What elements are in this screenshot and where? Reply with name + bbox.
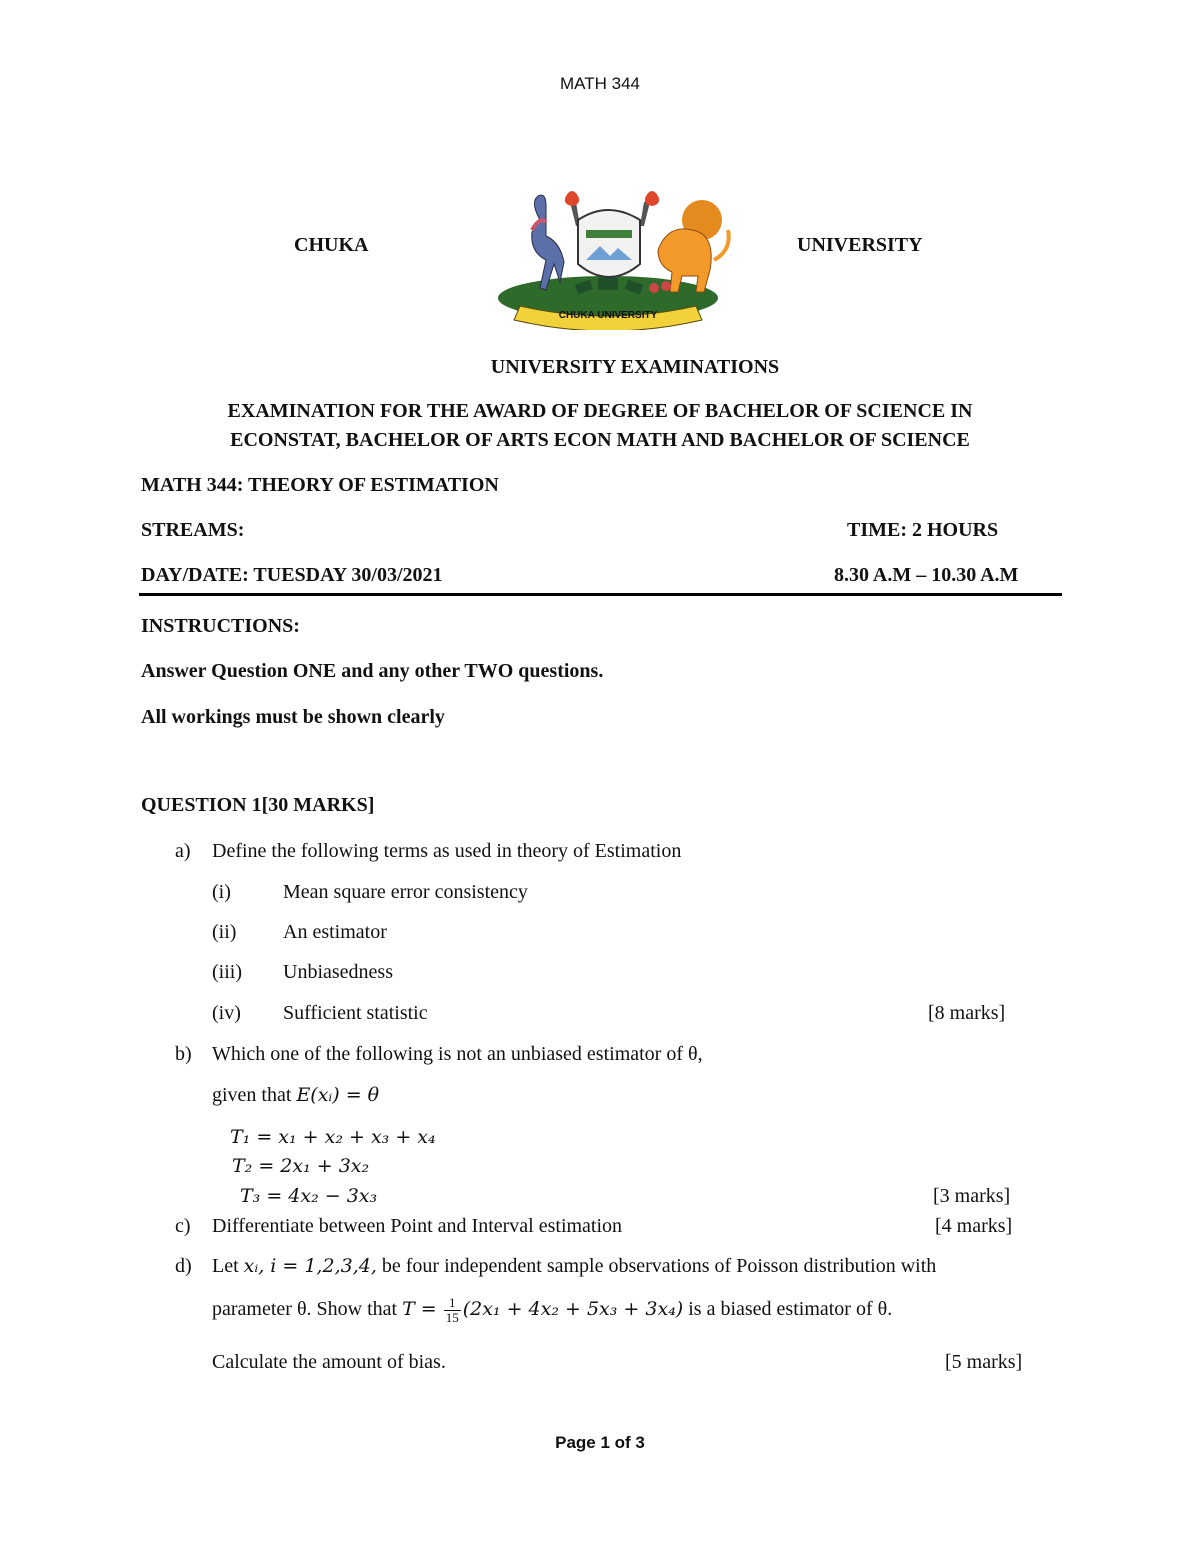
part-d-label: d) <box>175 1255 192 1277</box>
part-c-marks: [4 marks] <box>935 1215 1013 1237</box>
part-b-given <box>212 1084 379 1107</box>
header-divider <box>139 593 1062 596</box>
instruction-line-2: All workings must be shown clearly <box>141 706 445 728</box>
streams-label: STREAMS: <box>141 519 245 541</box>
part-a-item-text: An estimator <box>283 921 387 943</box>
estimator-t2: T₂ = 2x₁ + 3x₂ <box>232 1155 370 1177</box>
part-b-text: Which one of the following is not an unbiased estimator of θ, <box>212 1043 703 1065</box>
part-a-item-num: (iv) <box>212 1002 241 1024</box>
part-d-marks: [5 marks] <box>945 1351 1023 1373</box>
instructions-heading: INSTRUCTIONS: <box>141 615 300 637</box>
part-a-item-text: Mean square error consistency <box>283 881 528 903</box>
award-line-2: ECONSTAT, BACHELOR OF ARTS ECON MATH AND BACHELOR OF SCIENCE <box>230 429 970 451</box>
part-b-label: b) <box>175 1043 192 1065</box>
instruction-line-1: Answer Question ONE and any other TWO questions. <box>141 660 604 682</box>
part-a-text: Define the following terms as used in theory of Estimation <box>212 840 682 862</box>
part-a-item-text: Sufficient statistic <box>283 1002 428 1024</box>
part-c-text: Differentiate between Point and Interval estimation <box>212 1215 623 1237</box>
part-b-marks: [3 marks] <box>933 1185 1011 1207</box>
exam-heading: UNIVERSITY EXAMINATIONS <box>490 356 780 378</box>
estimator-t1: T₁ = x₁ + x₂ + x₃ + x₄ <box>230 1126 436 1148</box>
fraction-one-fifteenth: $\frac{1}{15}$ <box>445 1295 459 1325</box>
part-a-item-num: (iii) <box>212 961 242 983</box>
exam-hours: 8.30 A.M – 10.30 A.M <box>834 564 1019 586</box>
part-a-label: a) <box>175 840 191 862</box>
part-c-label: c) <box>175 1215 191 1237</box>
estimator-t3: T₃ = 4x₂ − 3x₃ <box>240 1185 378 1207</box>
part-d-line-2: parameter θ. Show that T = $\frac{1}{15}$ (2x₁ + 4x₂ + 5x₃ + 3x₄) is a biased estimator of θ. <box>212 1295 893 1325</box>
part-a-item-num: (i) <box>212 881 231 903</box>
part-a-item-num: (ii) <box>212 921 237 943</box>
masthead-left-word: CHUKA <box>294 234 369 256</box>
part-a-item-text: Unbiasedness <box>283 961 393 983</box>
part-a-marks: [8 marks] <box>928 1002 1006 1024</box>
course-title: MATH 344: THEORY OF ESTIMATION <box>141 474 499 496</box>
page-number: Page 1 of 3 <box>555 1433 645 1452</box>
crest-ribbon-text: CHUKA UNIVERSITY <box>558 310 658 321</box>
time-allowed: TIME: 2 HOURS <box>847 519 999 541</box>
part-b-given-prefix: given that <box>212 1084 297 1106</box>
masthead-right-word: UNIVERSITY <box>797 234 923 256</box>
award-line-1: EXAMINATION FOR THE AWARD OF DEGREE OF BACHELOR OF SCIENCE IN <box>227 400 973 422</box>
part-b-given-math: E(xᵢ) = θ <box>296 1084 380 1106</box>
university-crest-logo <box>480 190 740 330</box>
part-d-line-3: Calculate the amount of bias. <box>212 1351 446 1373</box>
running-header: MATH 344 <box>560 74 640 93</box>
question-1-heading: QUESTION 1[30 MARKS] <box>141 794 375 816</box>
day-date: DAY/DATE: TUESDAY 30/03/2021 <box>141 564 443 586</box>
part-d-line-1: Let xᵢ, i = 1,2,3,4, be four independent sample observations of Poisson distribution with <box>212 1255 937 1277</box>
